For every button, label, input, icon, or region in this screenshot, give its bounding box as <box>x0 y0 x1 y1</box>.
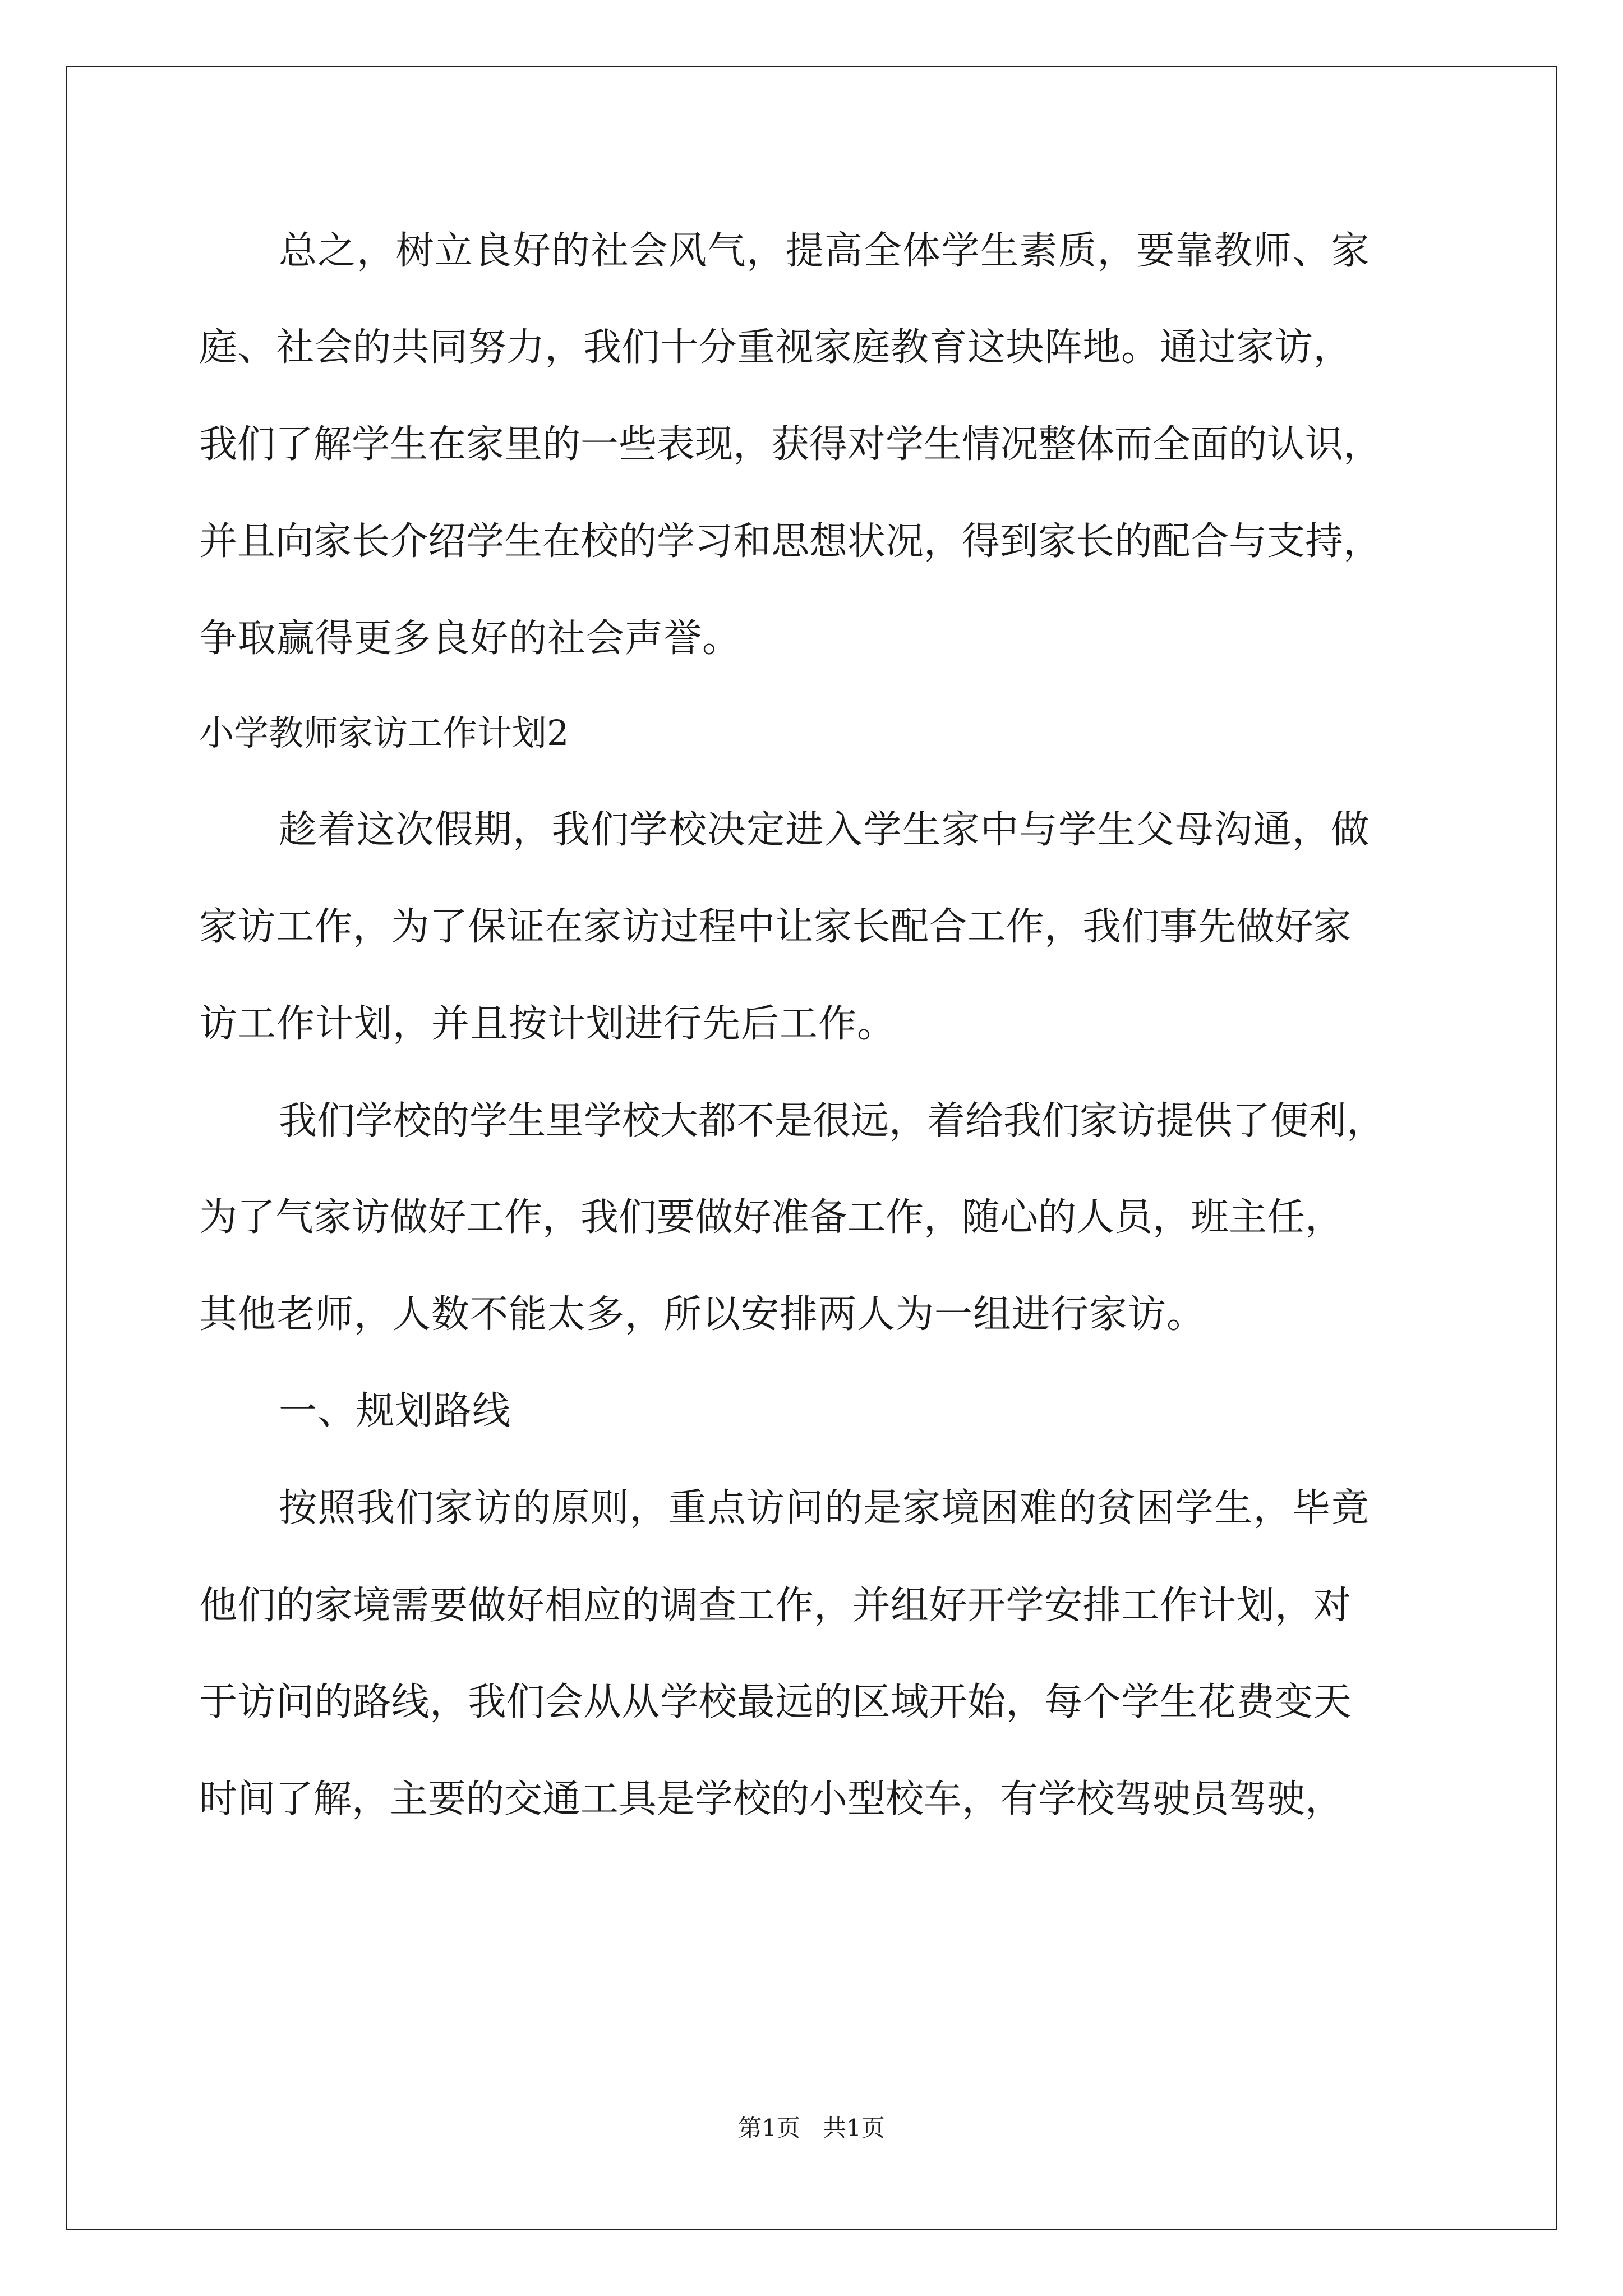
section-title: 小学教师家访工作计划2 <box>199 712 569 753</box>
text-line: 争取赢得更多良好的社会声誉。 <box>199 616 741 661</box>
text-line: 总之，树立良好的社会风气，提高全体学生素质，要靠教师、家 <box>279 229 1371 273</box>
text-line: 时间了解，主要的交通工具是学校的小型校车，有学校驾驶员驾驶， <box>199 1777 1344 1821</box>
page-footer: 第1页 共1页 <box>738 2114 885 2142</box>
text-line: 我们了解学生在家里的一些表现，获得对学生情况整体而全面的认识， <box>199 422 1382 467</box>
text-line: 按照我们家访的原则，重点访问的是家境困难的贫困学生，毕竟 <box>279 1486 1371 1530</box>
text-line: 我们学校的学生里学校大都不是很远，着给我们家访提供了便利， <box>279 1099 1385 1143</box>
text-line: 为了气家访做好工作，我们要做好准备工作，随心的人员，班主任， <box>199 1195 1344 1240</box>
page-border <box>66 66 1557 2230</box>
text-line: 他们的家境需要做好相应的调查工作，并组好开学安排工作计划，对 <box>199 1584 1352 1628</box>
text-line: 家访工作，为了保证在家访过程中让家长配合工作，我们事先做好家 <box>199 905 1352 949</box>
text-line: 并且向家长介绍学生在校的学习和思想状况，得到家长的配合与支持， <box>199 519 1382 564</box>
text-line: 其他老师，人数不能太多，所以安排两人为一组进行家访。 <box>199 1292 1206 1337</box>
text-line: 趁着这次假期，我们学校决定进入学生家中与学生父母沟通，做 <box>279 808 1371 852</box>
text-line: 访工作计划，并且按计划进行先后工作。 <box>199 1002 896 1046</box>
text-line: 庭、社会的共同努力，我们十分重视家庭教育这块阵地。通过家访， <box>199 325 1352 370</box>
subheading: 一、规划路线 <box>279 1389 511 1433</box>
text-line: 于访问的路线，我们会从从学校最远的区域开始，每个学生花费变天 <box>199 1680 1352 1724</box>
